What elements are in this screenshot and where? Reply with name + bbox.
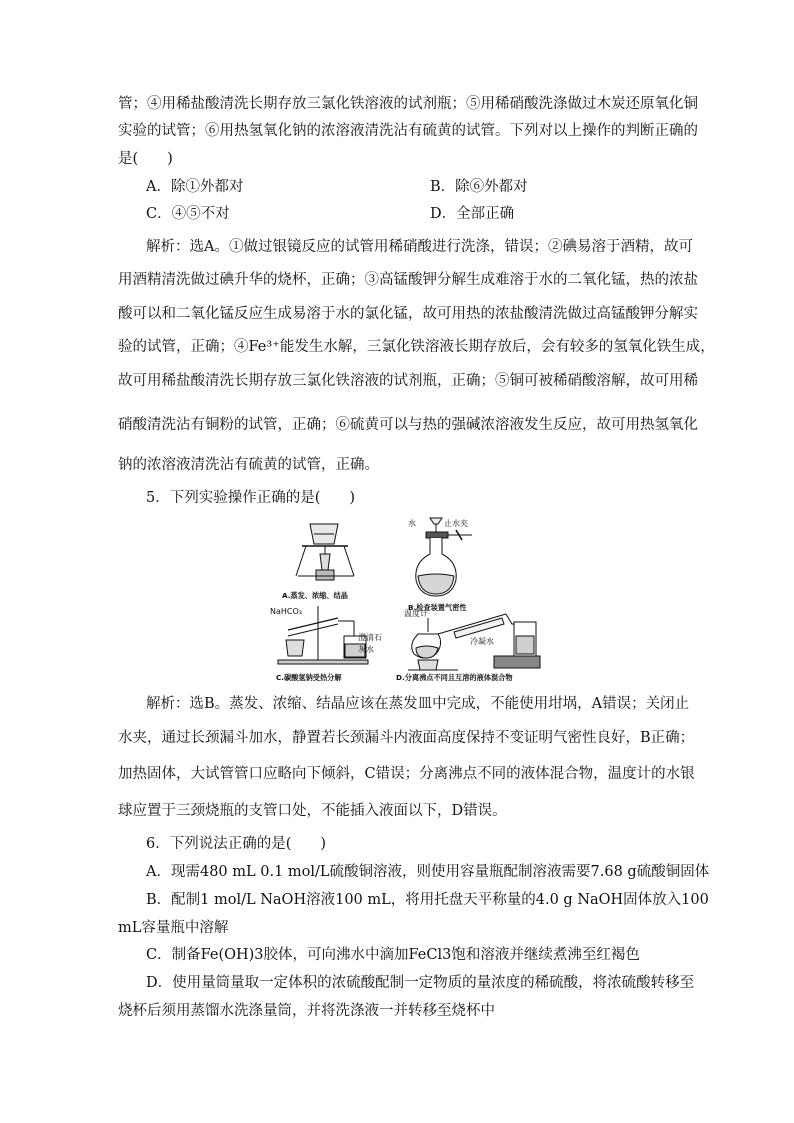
q5-stem: 5．下列实验操作正确的是( ) (146, 490, 356, 506)
q6-option-c: C．制备Fe(OH)3胶体，可向沸水中滴加FeCl3饱和溶液并继续煮沸至红褐色 (146, 947, 640, 963)
q5-analysis-line-4: 球应置于三颈烧瓶的支管口处，不能插入液面以下，D错误。 (118, 803, 507, 819)
caption-c: C.碳酸氢钠受热分解 (276, 673, 342, 682)
caption-a: A.蒸发、浓缩、结晶 (282, 591, 348, 600)
q5-apparatus-figure (258, 510, 558, 682)
caption-d: D.分离沸点不同且互溶的液体混合物 (396, 673, 513, 682)
q4-analysis-line-7: 钠的浓溶液清洗沾有硫黄的试管，正确。 (118, 457, 379, 473)
q4-analysis-line-1: 解析：选A。①做过银镜反应的试管用稀硝酸进行洗涤，错误；②碘易溶于酒精，故可 (146, 239, 693, 255)
q4-option-a: A．除①外都对 (146, 179, 244, 195)
q6-option-b-line2: mL容量瓶中溶解 (118, 920, 229, 936)
q6-option-d-line1: D．使用量筒量取一定体积的浓硫酸配制一定物质的量浓度的稀硫酸，将浓硫酸转移至 (146, 975, 695, 991)
q6-stem: 6．下列说法正确的是( ) (146, 836, 327, 852)
q4-text-line-3: 是( ) (118, 151, 173, 167)
q6-option-b-line1: B．配制1 mol/L NaOH溶液100 mL，将用托盘天平称量的4.0 g NaOH固体放入100 (146, 892, 709, 908)
q5-analysis-line-3: 加热固体，大试管管口应略向下倾斜，C错误；分离沸点不同的液体混合物，温度计的水银 (118, 766, 695, 782)
label-nahco3: NaHCO₃ (270, 607, 302, 616)
label-water: 水 (408, 519, 416, 528)
label-limewater-line2: 灰水 (358, 645, 374, 654)
apparatus-b-airtightness (416, 518, 472, 596)
label-limewater-line1: 澄清石 (358, 633, 382, 642)
q6-option-d-line2: 烧杯后须用蒸馏水洗涤量筒，并将洗涤液一并转移至烧杯中 (118, 1003, 495, 1019)
q4-analysis-line-3: 酸可以和二氧化锰反应生成易溶于水的氯化锰，故可用热的浓盐酸清洗做过高锰酸钾分解实 (118, 306, 698, 322)
caption-b: B.检查装置气密性 (408, 603, 467, 612)
q4-text-line-1: 管；④用稀盐酸清洗长期存放三氯化铁溶液的试剂瓶；⑤用稀硝酸洗涤做过木炭还原氧化铜 (118, 96, 698, 112)
apparatus-a-evaporation (296, 524, 354, 580)
q5-analysis-line-1: 解析：选B。蒸发、浓缩、结晶应该在蒸发皿中完成，不能使用坩埚，A错误；关闭止 (146, 696, 690, 712)
q4-text-line-2: 实验的试管；⑥用热氢氧化钠的浓溶液清洗沾有硫黄的试管。下列对以上操作的判断正确的 (118, 123, 698, 139)
q6-option-a: A．现需480 mL 0.1 mol/L硫酸铜溶液，则使用容量瓶配制溶液需要7.68 g硫酸铜固体 (146, 864, 710, 880)
label-cooling-water: 冷凝水 (470, 637, 494, 646)
label-stop-clamp: 止水夹 (444, 519, 468, 528)
q4-analysis-line-2: 用酒精清洗做过碘升华的烧杯，正确；③高锰酸钾分解生成难溶于水的二氧化锰，热的浓盐 (118, 272, 698, 288)
q5-analysis-line-2: 水夹，通过长颈漏斗加水，静置若长颈漏斗内液面高度保持不变证明气密性良好，B正确； (118, 730, 695, 746)
q4-analysis-line-4: 验的试管，正确；④Fe³⁺能发生水解，三氯化铁溶液长期存放后，会有较多的氢氧化铁生成， (118, 339, 715, 355)
q4-option-d: D．全部正确 (430, 206, 515, 222)
q4-analysis-line-6: 硝酸清洗沾有铜粉的试管，正确；⑥硫黄可以与热的强碱浓溶液发生反应，故可用热氢氧化 (118, 417, 698, 433)
q4-analysis-line-5: 故可用稀盐酸清洗长期存放三氯化铁溶液的试剂瓶，正确；⑤铜可被稀硝酸溶解，故可用稀 (118, 373, 698, 389)
label-thermometer: 温度计 (404, 609, 428, 618)
q4-option-b: B．除⑥外都对 (430, 179, 528, 195)
q4-option-c: C．④⑤不对 (146, 206, 230, 222)
